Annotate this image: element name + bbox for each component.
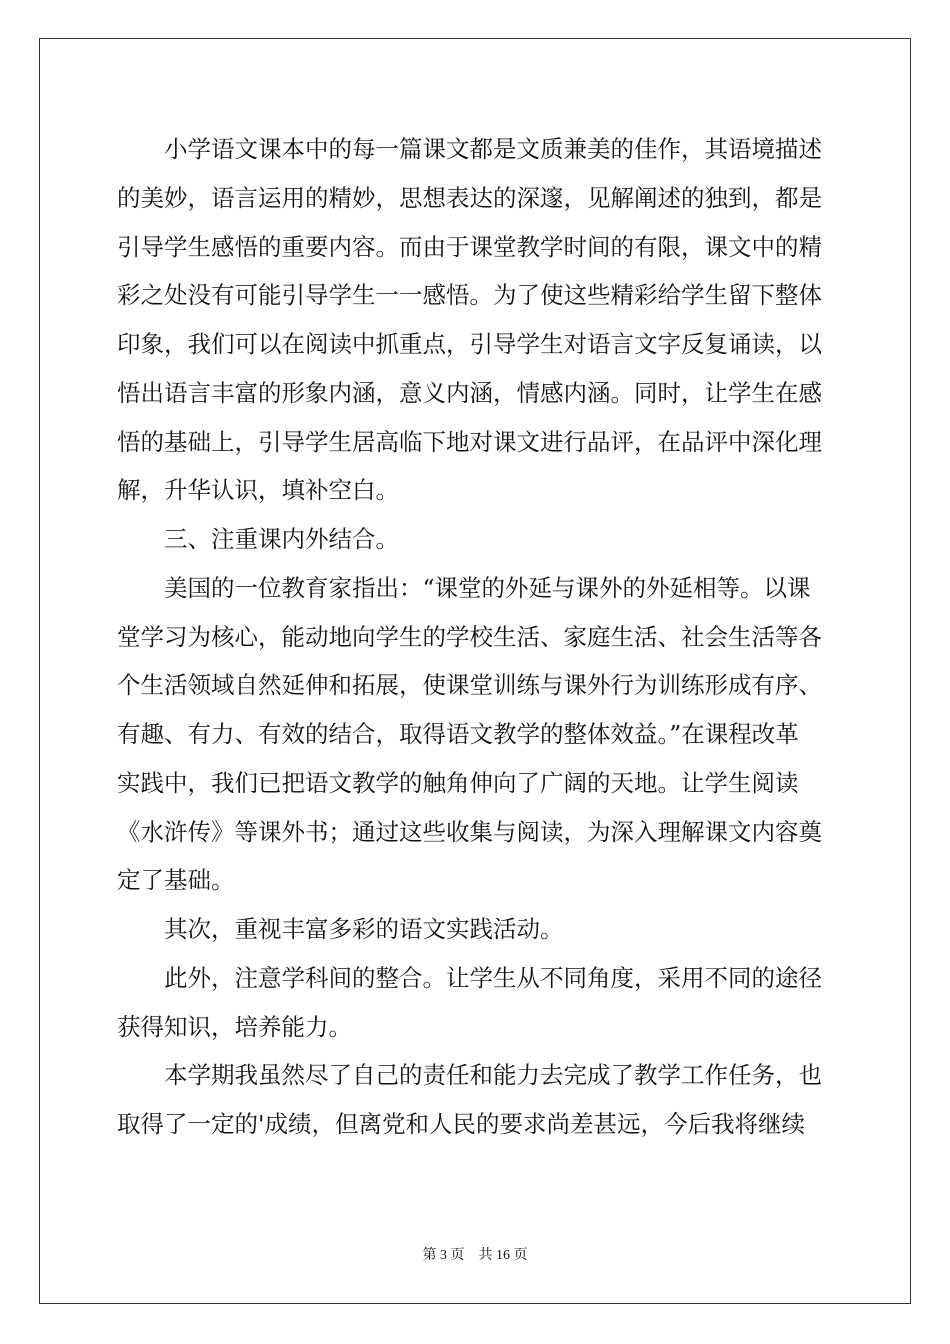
page-footer	[0, 1246, 950, 1266]
text-line: 个生活领域自然延伸和拓展，使课堂训练与课外行为训练形成有序、	[117, 671, 822, 700]
document-body	[117, 125, 833, 1149]
text-line: 的美妙，语言运用的精妙，思想表达的深邃，见解阐述的独到，都是	[117, 183, 822, 212]
text-line: 取得了一定的'成绩，但离党和人民的要求尚差甚远，今后我将继续	[117, 1110, 805, 1138]
text-line: 悟出语言丰富的形象内涵，意义内涵，情感内涵。同时，让学生在感	[117, 378, 822, 407]
text-line: 彩之处没有可能引导学生一一感悟。为了使这些精彩给学生留下整体	[117, 281, 822, 310]
section-heading: 三、注重课内外结合。	[117, 525, 399, 553]
text-line: 解，升华认识，填补空白。	[117, 476, 399, 505]
text-line: 本学期我虽然尽了自己的责任和能力去完成了教学工作任务，也	[117, 1061, 822, 1090]
text-line: 有趣、有力、有效的结合，取得语文教学的整体效益。”在课程改革	[117, 720, 799, 748]
page-number: 第 3 页 共 16 页	[422, 1248, 528, 1263]
text-line: 堂学习为核心，能动地向学生的学校生活、家庭生活、社会生活等各	[117, 622, 822, 651]
text-line: 悟的基础上，引导学生居高临下地对课文进行品评，在品评中深化理	[117, 427, 822, 456]
text-line: 《水浒传》等课外书；通过这些收集与阅读，为深入理解课文内容奠	[117, 817, 822, 846]
text-line: 其次，重视丰富多彩的语文实践活动。	[117, 915, 564, 943]
text-line: 此外，注意学科间的整合。让学生从不同角度，采用不同的途径	[117, 963, 822, 992]
text-line: 获得知识，培养能力。	[117, 1012, 352, 1041]
text-line: 小学语文课本中的每一篇课文都是文质兼美的佳作，其语境描述	[117, 135, 822, 163]
text-line: 美国的一位教育家指出：“课堂的外延与课外的外延相等。以课	[117, 573, 811, 602]
text-line: 引导学生感悟的重要内容。而由于课堂教学时间的有限，课文中的精	[117, 232, 822, 261]
text-line: 实践中，我们已把语文教学的触角伸向了广阔的天地。让学生阅读	[117, 768, 799, 797]
text-line: 印象，我们可以在阅读中抓重点，引导学生对语言文字反复诵读，以	[117, 330, 822, 358]
text-line: 定了基础。	[117, 866, 235, 895]
